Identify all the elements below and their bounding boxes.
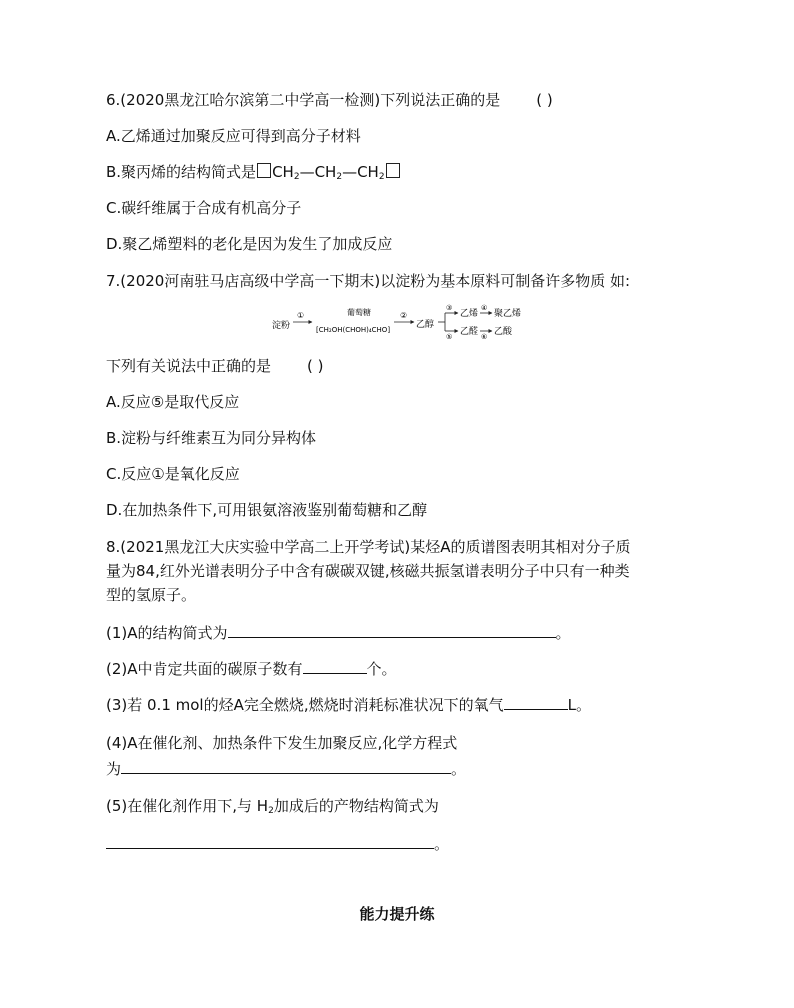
ch2-1: CH bbox=[272, 163, 294, 181]
answer-blank-1[interactable] bbox=[228, 623, 556, 638]
q8-stem-line-2: 量为84,红外光谱表明分子中含有碳碳双键,核磁共振氢谱表明分子中只有一种类 bbox=[106, 562, 630, 580]
sub-2-b: 2 bbox=[336, 172, 343, 182]
ch2-2: CH bbox=[314, 163, 337, 181]
q6-answer-paren: ( ) bbox=[536, 91, 553, 109]
bond-2: — bbox=[342, 163, 358, 181]
reaction-2-label: ② bbox=[400, 311, 408, 320]
sub-2-a: 2 bbox=[293, 172, 300, 182]
answer-blank-4[interactable] bbox=[121, 759, 451, 774]
q6-option-d: D.聚乙烯塑料的老化是因为发生了加成反应 bbox=[106, 235, 393, 253]
q7-option-d: D.在加热条件下,可用银氨溶液鉴别葡萄糖和乙醇 bbox=[106, 501, 428, 519]
section-title: 能力提升练 bbox=[359, 905, 435, 923]
q6-stem-text: 6.(2020黑龙江哈尔滨第二中学高一检测)下列说法正确的是 bbox=[106, 91, 501, 109]
q8-part-1 bbox=[106, 623, 571, 643]
q8-part-3-end: L。 bbox=[567, 696, 591, 714]
answer-blank-5[interactable] bbox=[106, 834, 434, 849]
q7-option-c: C.反应①是氧化反应 bbox=[106, 465, 240, 483]
h2-subscript: 2 bbox=[268, 806, 274, 816]
q8-stem-line-3: 型的氢原子。 bbox=[106, 586, 197, 604]
polyethylene-label: 聚乙烯 bbox=[494, 309, 522, 319]
reaction-6-label: ⑥ bbox=[481, 333, 488, 341]
reaction-5-label: ⑤ bbox=[446, 333, 453, 341]
sub-2-c: 2 bbox=[378, 172, 385, 182]
bond-1: — bbox=[299, 163, 315, 181]
q8-part-2-text: (2)A中肯定共面的碳原子数有 bbox=[106, 660, 303, 678]
q8-part-5-answer-line bbox=[106, 834, 449, 854]
q8-part-2 bbox=[106, 659, 397, 679]
bracket-placeholder-right bbox=[386, 163, 400, 178]
acetic-acid-label: 乙酸 bbox=[494, 327, 513, 337]
q7-stem: 7.(2020河南驻马店高级中学高一下期末)以淀粉为基本原料可制备许多物质 如: bbox=[106, 272, 631, 290]
q8-part-4-line-2 bbox=[106, 759, 466, 779]
q8-part-3 bbox=[106, 695, 591, 715]
glucose-name: 葡萄糖 bbox=[347, 308, 371, 317]
q8-part-1-text: (1)A的结构简式为 bbox=[106, 624, 228, 642]
q8-part-5-end: 。 bbox=[434, 835, 450, 853]
q8-part-5 bbox=[106, 796, 439, 821]
reaction-3-label: ③ bbox=[446, 304, 453, 312]
reaction-4-label: ④ bbox=[481, 304, 488, 312]
q8-part-5-text-pre: (5)在催化剂作用下,与 H bbox=[106, 797, 269, 815]
q7-reaction-scheme bbox=[270, 300, 530, 342]
answer-blank-3[interactable] bbox=[504, 695, 568, 710]
q6-stem bbox=[106, 90, 553, 110]
q7-question bbox=[106, 356, 324, 376]
q8-stem-line-1: 8.(2021黑龙江大庆实验中学高二上开学考试)某烃A的质谱图表明其相对分子质 bbox=[106, 538, 631, 556]
q8-part-4-end: 。 bbox=[451, 760, 467, 778]
starch-label: 淀粉 bbox=[272, 321, 291, 331]
bracket-placeholder-left bbox=[257, 163, 271, 178]
ch2-3: CH bbox=[357, 163, 379, 181]
q8-part-5-text-post: 加成后的产物结构简式为 bbox=[273, 797, 439, 815]
acetaldehyde-label: 乙醛 bbox=[460, 327, 479, 337]
ethylene-label: 乙烯 bbox=[460, 309, 479, 319]
answer-blank-2[interactable] bbox=[303, 659, 367, 674]
ethanol-label: 乙醇 bbox=[416, 320, 435, 330]
q8-part-4-text: 为 bbox=[106, 760, 122, 778]
q7-option-a: A.反应⑤是取代反应 bbox=[106, 393, 240, 411]
q6-option-c: C.碳纤维属于合成有机高分子 bbox=[106, 199, 302, 217]
q6-option-b bbox=[106, 162, 401, 187]
q8-part-2-end: 个。 bbox=[366, 660, 397, 678]
q6-option-b-label: B.聚丙烯的结构简式是 bbox=[106, 163, 257, 181]
q8-part-1-end: 。 bbox=[555, 624, 571, 642]
q8-part-3-text: (3)若 0.1 mol的烃A完全燃烧,燃烧时消耗标准状况下的氧气 bbox=[106, 696, 504, 714]
reaction-1-label: ① bbox=[297, 311, 305, 320]
q7-question-text: 下列有关说法中正确的是 bbox=[106, 357, 272, 375]
glucose-formula: [CH₂OH(CHOH)₄CHO] bbox=[316, 326, 391, 334]
q7-option-b: B.淀粉与纤维素互为同分异构体 bbox=[106, 429, 317, 447]
q7-answer-paren: ( ) bbox=[307, 357, 324, 375]
q6-option-a: A.乙烯通过加聚反应可得到高分子材料 bbox=[106, 127, 361, 145]
q8-part-4-line-1: (4)A在催化剂、加热条件下发生加聚反应,化学方程式 bbox=[106, 734, 458, 752]
